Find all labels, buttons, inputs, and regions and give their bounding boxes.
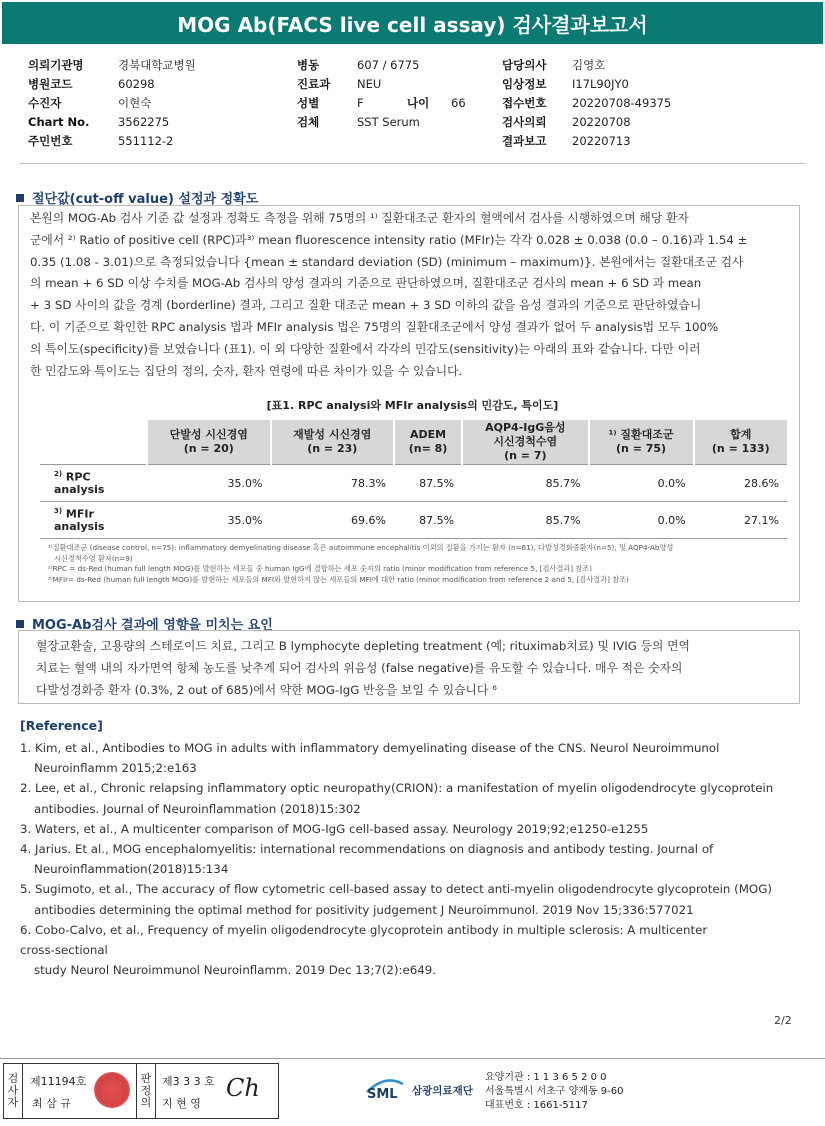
table-cell: 0.0%	[589, 465, 694, 502]
footnote: 시신경척수염 환자(n=9)	[54, 553, 133, 563]
info-col-3	[502, 55, 671, 150]
row-label-sup: 2)	[54, 469, 63, 478]
reference-item: cross-sectional	[20, 943, 108, 958]
info-value: 김영호	[572, 57, 606, 72]
square-bullet-icon	[16, 194, 24, 202]
info-row	[28, 131, 196, 150]
header-line: (n= 8)	[408, 442, 448, 455]
section2-title-text: MOG-Ab검사 결과에 영향을 미치는 요인	[32, 618, 273, 633]
info-value: SST Serum	[357, 114, 420, 129]
address-line: 요양기관 : 1 1 3 6 5 2 0 0	[485, 1072, 607, 1083]
info-row	[297, 93, 466, 112]
paragraph-line: 한 민감도와 특이도는 집단의 정의, 숫자, 환자 연령에 따른 차이가 있을 수 있습니다.	[30, 363, 463, 378]
header-line: 재발성 시신경염	[293, 428, 372, 441]
section2-paragraph	[36, 636, 796, 701]
info-label: 접수번호	[502, 95, 547, 110]
row-label-sup: 3)	[54, 506, 63, 515]
age-label: 나이	[407, 95, 430, 110]
sml-logo-text: SML	[367, 1087, 398, 1100]
judge-id: 제3 3 3 호	[162, 1075, 215, 1088]
reference-item: 6. Cobo-Calvo, et al., Frequency of myelin oligodendrocyte glycoprotein antibody in multiple sclerosis: A multicenter	[20, 922, 708, 937]
org-name: 삼광의료재단	[412, 1085, 473, 1097]
header-line: (n = 7)	[504, 449, 547, 462]
header-cell	[271, 420, 395, 465]
reference-item: Neuroinflammation(2018)15:134	[34, 862, 229, 877]
row-label-text: RPC analysis	[54, 470, 105, 497]
reference-item: 1. Kim, et al., Antibodies to MOG in adults with inflammatory demyelinating disease of the CNS. Neurol Neuroimmunol	[20, 741, 720, 755]
vertical-char: 자	[7, 1096, 19, 1109]
info-label: 결과보고	[502, 133, 547, 148]
footer-divider	[0, 1058, 825, 1059]
info-label: 진료과	[297, 76, 331, 91]
handwritten-signature: Ch	[226, 1074, 260, 1102]
table-header-row	[40, 420, 787, 465]
reference-item: 3. Waters, et al., A multicenter comparison of MOG-IgG cell-based assay. Neurology 2019;92;e1250-e1255	[20, 821, 649, 836]
section1-paragraph	[30, 208, 790, 382]
info-row	[28, 112, 196, 131]
table-row	[40, 465, 787, 502]
info-label: 병동	[297, 57, 320, 72]
header-line: 단발성 시신경염	[169, 428, 248, 441]
paragraph-line: 다. 이 기준으로 확인한 RPC analysis 법과 MFIr analysis 법은 75명의 질환대조군에서 양성 결과가 없어 두 analysis법 모두 100%	[30, 319, 719, 334]
info-value: 20220708	[572, 114, 631, 129]
info-value: 경북대학교병원	[118, 57, 196, 72]
info-value: I17L90JY0	[572, 76, 629, 91]
info-row	[502, 74, 671, 93]
judge-vertical-label	[136, 1064, 156, 1118]
footnote: ²⁾RPC = ds-Red (human full length MOG)를 발현하는 세포들 중 human IgG에 결합하는 세포 숫자의 ratio (minor modification from reference 5, [검사결과] 참조)	[48, 564, 593, 573]
vertical-char: 의	[140, 1096, 152, 1109]
header-line: AQP4-IgG음성	[485, 421, 566, 434]
info-value: NEU	[357, 76, 382, 91]
info-row	[502, 93, 671, 112]
paragraph-line: 0.35 (1.08 - 3.01)으로 측정되었습니다 {mean ± standard deviation (SD) (minimum – maximum)}. 본원에서는 질환대조군 검사	[30, 254, 744, 269]
info-label: Chart No.	[28, 114, 90, 129]
info-row	[502, 55, 671, 74]
sml-logo-icon	[365, 1070, 405, 1100]
header-line: (n = 75)	[616, 442, 667, 455]
info-value: 551112-2	[118, 133, 174, 148]
info-row	[502, 112, 671, 131]
reference-item: 4. Jarius. Et al., MOG encephalomyelitis: international recommendations on diagnosis and antibody testing. Journal of	[20, 842, 714, 857]
header-line: 시신경척수염	[493, 435, 558, 448]
table-cell: 35.0%	[147, 502, 271, 539]
table-cell: 87.5%	[394, 465, 462, 502]
header-line: (n = 23)	[307, 442, 358, 455]
address-line: 서울특별시 서초구 양재동 9-60	[485, 1086, 624, 1097]
table-cell: 28.6%	[694, 465, 787, 502]
info-value: 60298	[118, 76, 155, 91]
reference-item: 5. Sugimoto, et al., The accuracy of flow cytometric cell-based assay to detect anti-myelin oligodendrocyte glycoprotein (MOG)	[20, 882, 772, 897]
red-seal-icon	[94, 1072, 130, 1108]
info-label: 담당의사	[502, 57, 547, 72]
info-value: 20220713	[572, 133, 631, 148]
vertical-char: 정	[140, 1084, 152, 1097]
paragraph-line: + 3 SD 사이의 값을 경계 (borderline) 결과, 그리고 질환 대조군 mean + 3 SD 이하의 값을 음성 결과의 기준으로 판단하였습니	[30, 298, 702, 313]
info-value: 607 / 6775	[357, 57, 420, 72]
vertical-char: 판	[140, 1072, 152, 1085]
table-cell: 85.7%	[462, 465, 589, 502]
paragraph-line: 치료는 혈액 내의 자가면역 항체 농도를 낮추게 되어 검사의 위음성 (false negative)를 유도할 수 있습니다. 매우 적은 숫자의	[36, 660, 683, 675]
table-cell: 69.6%	[271, 502, 395, 539]
reference-item: Neuroinflamm 2015;2:e163	[34, 761, 197, 776]
vertical-char: 검	[7, 1072, 19, 1085]
reference-item: antibodies determining the optimal method for positivity judgement J Neuroimmunol. 2019 Nov 15;336:577021	[34, 902, 694, 917]
row-label	[40, 465, 147, 502]
examiner-vertical-label	[4, 1064, 23, 1118]
info-col-1	[28, 55, 196, 150]
info-label: 병원코드	[28, 76, 73, 91]
header-cell	[147, 420, 271, 465]
info-row	[502, 131, 671, 150]
paragraph-line: 혈장교환술, 고용량의 스테로이드 치료, 그리고 B lymphocyte depleting treatment (예; rituximab치료) 및 IVIG 등의 면역	[36, 639, 690, 653]
table-cell: 0.0%	[589, 502, 694, 539]
address-line: 대표번호 : 1661-5117	[485, 1100, 588, 1111]
info-value: 20220708-49375	[572, 95, 672, 110]
org-address	[485, 1071, 624, 1113]
reference-item: antibodies. Journal of Neuroinflammation (2018)15:302	[34, 801, 361, 816]
info-value: 이현숙	[118, 95, 152, 110]
info-row	[28, 55, 196, 74]
header-line: (n = 20)	[183, 442, 234, 455]
info-row	[297, 55, 466, 74]
reference-item: 2. Lee, et al., Chronic relapsing inflammatory optic neuropathy(CRION): a manifestation of myelin oligodendrocyte glycoprotein	[20, 781, 774, 796]
report-title: MOG Ab(FACS live cell assay) 검사결과보고서	[2, 2, 823, 44]
header-cell	[394, 420, 462, 465]
signature-box	[3, 1063, 279, 1119]
reference-list	[20, 738, 810, 980]
header-cell	[462, 420, 589, 465]
row-label-text: MFIr analysis	[54, 507, 105, 534]
sensitivity-table	[40, 420, 787, 539]
table-cell: 87.5%	[394, 502, 462, 539]
header-line: 합계	[730, 428, 752, 441]
footnote: ³⁾MFIr= ds-Red (human full length MOG)를 발현하는 세포들의 MFI와 발현하지 않는 세포들의 MFI에 대한 ratio (minor modification from reference 2 and 5, [검사결과] 참조)	[48, 574, 629, 584]
age-value: 66	[451, 95, 466, 110]
section1-title-text: 절단값(cut-off value) 설정과 정확도	[32, 192, 259, 207]
vertical-char: 사	[7, 1084, 19, 1097]
header-blank	[40, 420, 147, 465]
page-number: 2/2	[774, 1014, 792, 1027]
table-cell: 78.3%	[271, 465, 395, 502]
table-cell: 85.7%	[462, 502, 589, 539]
paragraph-line: 군에서 ²⁾ Ratio of positive cell (RPC)과³⁾ mean fluorescence intensity ratio (MFIr)는 각각 0.028 ± 0.038 (0.0 – 0.16)과 1.54 ±	[30, 232, 748, 247]
square-bullet-icon	[16, 620, 24, 628]
info-row	[28, 93, 196, 112]
reference-item: study Neurol Neuroimmunol Neuroinflamm. 2019 Dec 13;7(2):e649.	[34, 963, 437, 978]
reference-title: [Reference]	[20, 718, 103, 733]
table-row	[40, 502, 787, 539]
info-row	[28, 74, 196, 93]
info-label: 검체	[297, 114, 320, 129]
info-label: 수진자	[28, 95, 62, 110]
info-row	[297, 112, 466, 131]
info-label: 성별	[297, 95, 320, 110]
info-value: 3562275	[118, 114, 170, 129]
examiner-name: 최 삼 규	[32, 1097, 71, 1110]
judge-name: 지 현 영	[162, 1097, 201, 1110]
info-value: F	[357, 95, 364, 110]
table-cell: 27.1%	[694, 502, 787, 539]
info-label: 주민번호	[28, 133, 73, 148]
header-line: ADEM	[409, 428, 447, 441]
info-label: 임상정보	[502, 76, 547, 91]
examiner-id: 제11194호	[30, 1075, 87, 1088]
paragraph-line: 다발성경화증 환자 (0.3%, 2 out of 685)에서 약한 MOG-IgG 반응을 보일 수 있습니다 ⁶	[36, 682, 497, 697]
header-line: (n = 133)	[711, 442, 770, 455]
paragraph-line: 의 특이도(specificity)를 보였습니다 (표1). 이 외 다양한 질환에서 각각의 민감도(sensitivity)는 아래의 표와 같습니다. 다만 이러	[30, 341, 701, 356]
table-footnotes	[48, 543, 788, 585]
info-col-2	[297, 55, 466, 131]
info-row	[297, 74, 466, 93]
table-caption: [표1. RPC analysi와 MFIr analysis의 민감도, 특이도]	[266, 399, 559, 412]
header-line: ¹⁾ 질환대조군	[608, 428, 674, 441]
info-divider	[20, 163, 805, 164]
header-cell	[589, 420, 694, 465]
info-label: 의뢰기관명	[28, 57, 84, 72]
table-cell: 35.0%	[147, 465, 271, 502]
header-cell	[694, 420, 787, 465]
footnote: ¹⁾질환대조군 (disease control, n=75): inflammatory demyelinating disease 혹은 autoimmune encephalitis 이외의 질환을 가지는 환자 (n=61), 다발성경화증환자(n=5), 및 AQP4-Ab양성	[48, 543, 674, 552]
paragraph-line: 본원의 MOG-Ab 검사 기준 값 설정과 정확도 측정을 위해 75명의 ¹⁾ 질환대조군 환자의 혈액에서 검사를 시행하였으며 해당 환자	[30, 211, 689, 225]
info-label: 검사의뢰	[502, 114, 547, 129]
row-label	[40, 502, 147, 539]
paragraph-line: 의 mean + 6 SD 이상 수치를 MOG-Ab 검사의 양성 결과의 기준으로 판단하였으며, 질환대조군 검사의 mean + 6 SD 과 mean	[30, 276, 702, 291]
